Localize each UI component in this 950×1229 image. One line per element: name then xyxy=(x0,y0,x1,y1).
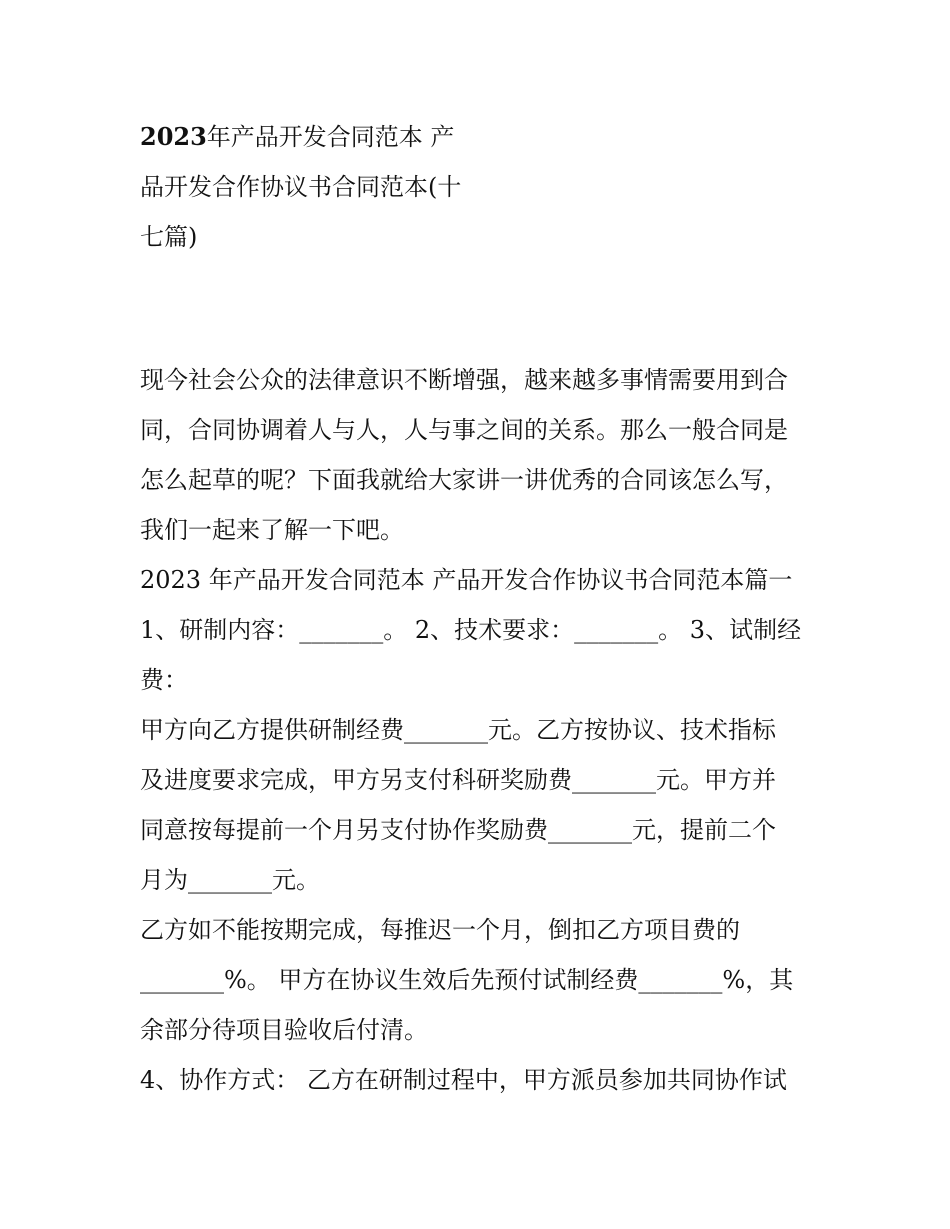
body-line: 费： xyxy=(140,666,188,694)
body-line: 我们一起来了解一下吧。 xyxy=(140,516,404,544)
title-text: 七篇) xyxy=(140,223,198,251)
body-line: 1、研制内容：_______。 2、技术要求：_______。 3、试制经 xyxy=(140,616,802,644)
title-text: 年产品开发合同范本 产 xyxy=(206,123,455,151)
title-text: 品开发合作协议书合同范本(十 xyxy=(140,173,462,201)
body-line: 同意按每提前一个月另支付协作奖励费_______元，提前二个 xyxy=(140,816,776,844)
body-line: 同，合同协调着人与人，人与事之间的关系。那么一般合同是 xyxy=(140,416,788,444)
body-line: 现今社会公众的法律意识不断增强，越来越多事情需要用到合 xyxy=(140,366,788,394)
section-heading: 2023 年产品开发合同范本 产品开发合作协议书合同范本篇一 xyxy=(140,566,793,594)
body-line: _______%。 甲方在协议生效后先预付试制经费_______%，其 xyxy=(140,966,794,994)
body-line: 4、协作方式： 乙方在研制过程中，甲方派员参加共同协作试 xyxy=(140,1066,787,1094)
body-line: 怎么起草的呢？下面我就给大家讲一讲优秀的合同该怎么写， xyxy=(140,466,788,494)
title-year: 2023 xyxy=(140,122,207,151)
body-line: 月为_______元。 xyxy=(140,866,320,894)
body-line: 及进度要求完成，甲方另支付科研奖励费_______元。甲方并 xyxy=(140,766,776,794)
title-line xyxy=(140,212,820,262)
document-body xyxy=(140,355,820,1105)
body-line: 余部分待项目验收后付清。 xyxy=(140,1016,428,1044)
title-line xyxy=(140,112,820,162)
body-line: 甲方向乙方提供研制经费_______元。乙方按协议、技术指标 xyxy=(140,716,776,744)
body-line: 乙方如不能按期完成，每推迟一个月，倒扣乙方项目费的 xyxy=(140,916,740,944)
title-line xyxy=(140,162,820,212)
document-title xyxy=(140,112,820,262)
